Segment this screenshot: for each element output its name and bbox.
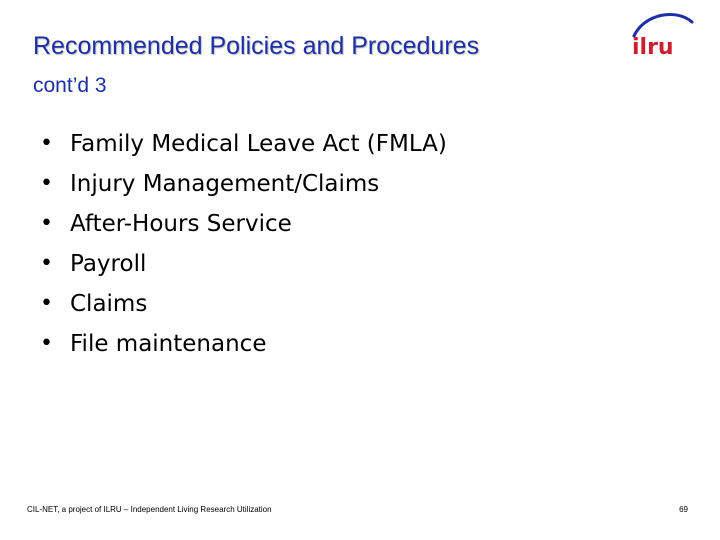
bullet-text: Injury Management/Claims [70, 171, 380, 197]
slide-title: Recommended Policies and Procedures [33, 32, 480, 60]
logo-swoosh-icon [634, 14, 692, 36]
bullet-icon: • [40, 291, 53, 316]
ilru-logo [620, 10, 698, 60]
bullet-text: Family Medical Leave Act (FMLA) [70, 131, 447, 157]
bullet-icon: • [40, 331, 53, 356]
list-item [40, 324, 447, 364]
bullet-icon: • [40, 131, 53, 156]
list-item [40, 244, 447, 284]
slide-subtitle: cont’d 3 [33, 74, 107, 97]
bullet-icon: • [40, 211, 53, 236]
bullet-list [40, 124, 447, 364]
bullet-text: File maintenance [70, 331, 267, 357]
list-item [40, 284, 447, 324]
bullet-icon: • [40, 251, 53, 276]
bullet-text: After-Hours Service [70, 211, 292, 237]
bullet-text: Payroll [70, 251, 147, 277]
page-number: 69 [679, 505, 688, 514]
bullet-icon: • [40, 171, 53, 196]
footer-text: CIL-NET, a project of ILRU – Independent Living Research Utilization [27, 505, 272, 514]
list-item [40, 124, 447, 164]
bullet-text: Claims [70, 291, 148, 317]
list-item [40, 164, 447, 204]
list-item [40, 204, 447, 244]
logo-text: ilru [632, 35, 674, 60]
